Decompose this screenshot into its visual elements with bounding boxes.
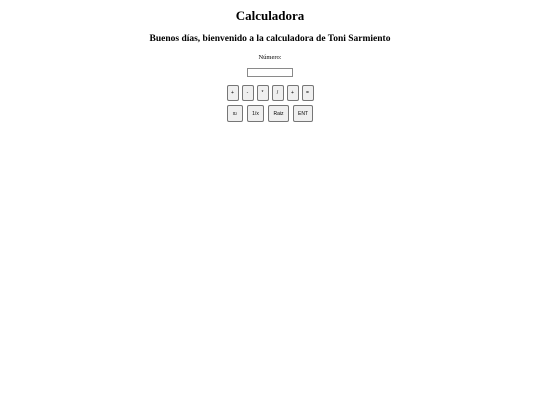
square-button[interactable]: x 2: [227, 105, 243, 122]
square-base: x: [232, 110, 236, 117]
divide-button[interactable]: /: [272, 85, 284, 101]
plus-button[interactable]: +: [287, 85, 299, 101]
add-button[interactable]: +: [227, 85, 239, 101]
number-input[interactable]: [247, 68, 293, 77]
root-button[interactable]: Raiz: [268, 105, 289, 122]
number-label: Número:: [258, 54, 282, 61]
function-row: [0, 105, 540, 122]
equals-button[interactable]: =: [302, 85, 314, 101]
inverse-button[interactable]: 1/x: [247, 105, 264, 122]
operator-row: [0, 85, 540, 101]
subtract-button[interactable]: -: [242, 85, 254, 101]
multiply-button[interactable]: *: [257, 85, 269, 101]
greeting-text: Buenos días, bienvenido a la calculadora de Toni Sarmiento: [149, 34, 391, 44]
page-title: Calculadora: [235, 8, 305, 23]
enter-button[interactable]: ENT: [293, 105, 313, 122]
